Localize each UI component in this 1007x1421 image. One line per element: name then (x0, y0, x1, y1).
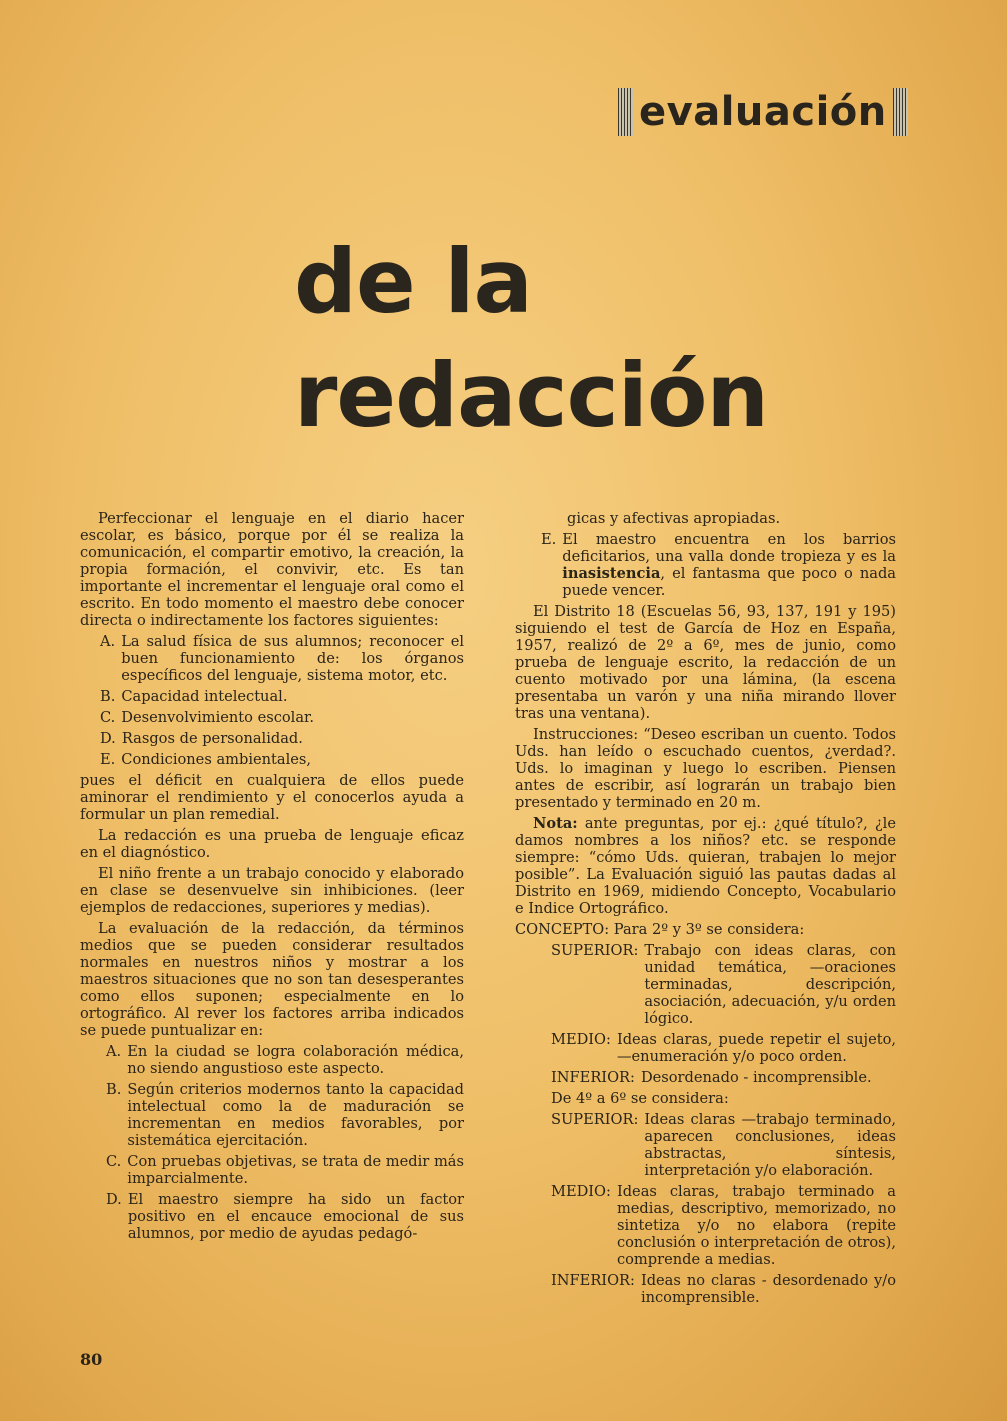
level-text: Desordenado - incomprensible. (640, 1069, 872, 1086)
point-label: E. (541, 531, 557, 548)
level-text: Ideas claras, trabajo terminado a medias, descriptivo, memorizado, no sintetiza y/o no elabora (repite conclusión o interpretación de otros), comprende a medias. (616, 1183, 896, 1268)
factor-item-d (80, 730, 464, 747)
point-text (562, 531, 896, 599)
point-item-c (80, 1153, 464, 1187)
point-item-a (80, 1043, 464, 1077)
right-column (515, 510, 896, 1310)
level-label: SUPERIOR: (551, 942, 639, 959)
point-text: El maestro siempre ha sido un factor positivo en el encauce emocional de sus alumnos, por medio de ayudas pedagó- (127, 1191, 464, 1242)
factor-item-b (80, 688, 464, 705)
level-item-superior-2-3 (515, 942, 896, 1027)
point-label: A. (106, 1043, 122, 1060)
evaluacion-paragraph: La evaluación de la redacción, da términos medios que se pueden considerar resultados normales en nuestros niños y mostrar a los maestros situaciones que no son tan desesperantes como ellos suponen; especialmente en lo ortográfico. Al rever los factores arriba indicados se puede puntualizar en: (80, 920, 464, 1039)
point-item-d (80, 1191, 464, 1242)
intro-paragraph: Perfeccionar el lenguaje en el diario hacer escolar, es básico, porque por él se realiza la comunicación, el compartir emotivo, la creación, la propia formación, el convivir, etc. Es tan importante el incrementar el lenguaje oral como el escrito. En todo momento el maestro debe conocer directa o indirectamente los factores siguientes: (80, 510, 464, 629)
distrito-paragraph: El Distrito 18 (Escuelas 56, 93, 137, 191 y 195) siguiendo el test de García de Hoz en España, 1957, realizó de 2º a 6º, mes de junio, como prueba de lenguaje escrito, la redacción de un cuento motivado por una lámina, (la escena presentaba un varón y una niña mirando llover tras una ventana). (515, 603, 896, 722)
level-label: INFERIOR: (551, 1272, 635, 1289)
redaccion-paragraph: La redacción es una prueba de lenguaje eficaz en el diagnóstico. (80, 827, 464, 861)
factor-item-c (80, 709, 464, 726)
factor-text: Rasgos de personalidad. (121, 730, 303, 747)
level-label: INFERIOR: (551, 1069, 635, 1086)
article-title (294, 225, 768, 453)
point-label: B. (106, 1081, 122, 1098)
level-item-inferior-2-3 (515, 1069, 896, 1086)
level-label: SUPERIOR: (551, 1111, 639, 1128)
point-e-bold-word: inasistencia (562, 565, 661, 582)
factor-label: B. (100, 688, 116, 705)
factor-label: C. (100, 709, 116, 726)
section-tag-label: evaluación (639, 89, 887, 135)
point-text: Con pruebas objetivas, se trata de medir más imparcialmente. (127, 1153, 464, 1187)
level-item-inferior-4-6 (515, 1272, 896, 1306)
factor-label: D. (100, 730, 116, 747)
factor-text: Condiciones ambientales, (121, 751, 312, 768)
point-item-b (80, 1081, 464, 1149)
factor-item-a (80, 633, 464, 684)
factor-label: E. (100, 751, 116, 768)
instrucciones-paragraph: Instrucciones: “Deseo escriban un cuento. Todos Uds. han leído o escuchado cuentos, ¿verdad?. Uds. lo imaginan y luego lo escriben. Piensen antes de escribir, así lograrán un trabajo bien presentado y terminado en 20 m. (515, 726, 896, 811)
level-item-medio-2-3 (515, 1031, 896, 1065)
tag-bar-right-decoration (893, 88, 908, 136)
continuation-text: gicas y afectivas apropiadas. (567, 510, 781, 527)
tag-bar-left-decoration (618, 88, 633, 136)
factor-text: La salud física de sus alumnos; reconocer el buen funcionamiento de: los órganos específicos del lenguaje, sistema motor, etc. (121, 633, 464, 684)
nota-label: Nota: (533, 815, 578, 832)
point-e-text-before: El maestro encuentra en los barrios deficitarios, una valla donde tropieza y es la (562, 531, 896, 565)
factor-label: A. (100, 633, 116, 650)
deficit-paragraph: pues el déficit en cualquiera de ellos puede aminorar el rendimiento y el conocerlos ayuda a formular un plan remedial. (80, 772, 464, 823)
level-label: MEDIO: (551, 1183, 611, 1200)
nota-text: ante preguntas, por ej.: ¿qué título?, ¿le damos nombres a los niños? etc. se responde siempre: “cómo Uds. quieran, trabajen lo mejor posible”. La Evaluación siguió las pautas dadas al Distrito en 1969, midiendo Concepto, Vocabulario e Indice Ortográfico. (515, 815, 896, 917)
level-item-medio-4-6 (515, 1183, 896, 1268)
level-text: Ideas no claras - desordenado y/o incomprensible. (640, 1272, 896, 1306)
factor-text: Capacidad intelectual. (121, 688, 288, 705)
level-item-superior-4-6 (515, 1111, 896, 1179)
nota-paragraph (515, 815, 896, 917)
point-label: C. (106, 1153, 122, 1170)
level-text: Ideas claras —trabajo terminado, aparecen conclusiones, ideas abstractas, síntesis, interpretación y/o elaboración. (644, 1111, 896, 1179)
point-text: Según criterios modernos tanto la capacidad intelectual como la de maduración se incrementan en medios favorables, por sistemática ejercitación. (127, 1081, 464, 1149)
point-label: D. (106, 1191, 122, 1208)
section-tag (618, 86, 908, 138)
heading-4-6: De 4º a 6º se considera: (551, 1090, 729, 1107)
page-number: 80 (80, 1350, 103, 1369)
level-text: Ideas claras, puede repetir el sujeto, —enumeración y/o poco orden. (616, 1031, 896, 1065)
level-text: Trabajo con ideas claras, con unidad temática, —oraciones terminadas, descripción, asociación, adecuación, y/u orden lógico. (644, 942, 896, 1027)
factor-item-e (80, 751, 464, 768)
point-e-text-after: , el fantasma que poco o nada puede vencer. (562, 565, 896, 599)
article-title-line-1: de la (294, 230, 532, 333)
point-item-e (515, 531, 896, 599)
article-title-line-2: redacción (294, 344, 769, 447)
concepto-heading: CONCEPTO: Para 2º y 3º se considera: (515, 921, 805, 938)
factor-text: Desenvolvimiento escolar. (121, 709, 315, 726)
left-column (80, 510, 464, 1246)
level-label: MEDIO: (551, 1031, 611, 1048)
nino-paragraph: El niño frente a un trabajo conocido y elaborado en clase se desenvuelve sin inhibiciones. (leer ejemplos de redacciones, superiores y medias). (80, 865, 464, 916)
point-text: En la ciudad se logra colaboración médica, no siendo angustioso este aspecto. (127, 1043, 464, 1077)
